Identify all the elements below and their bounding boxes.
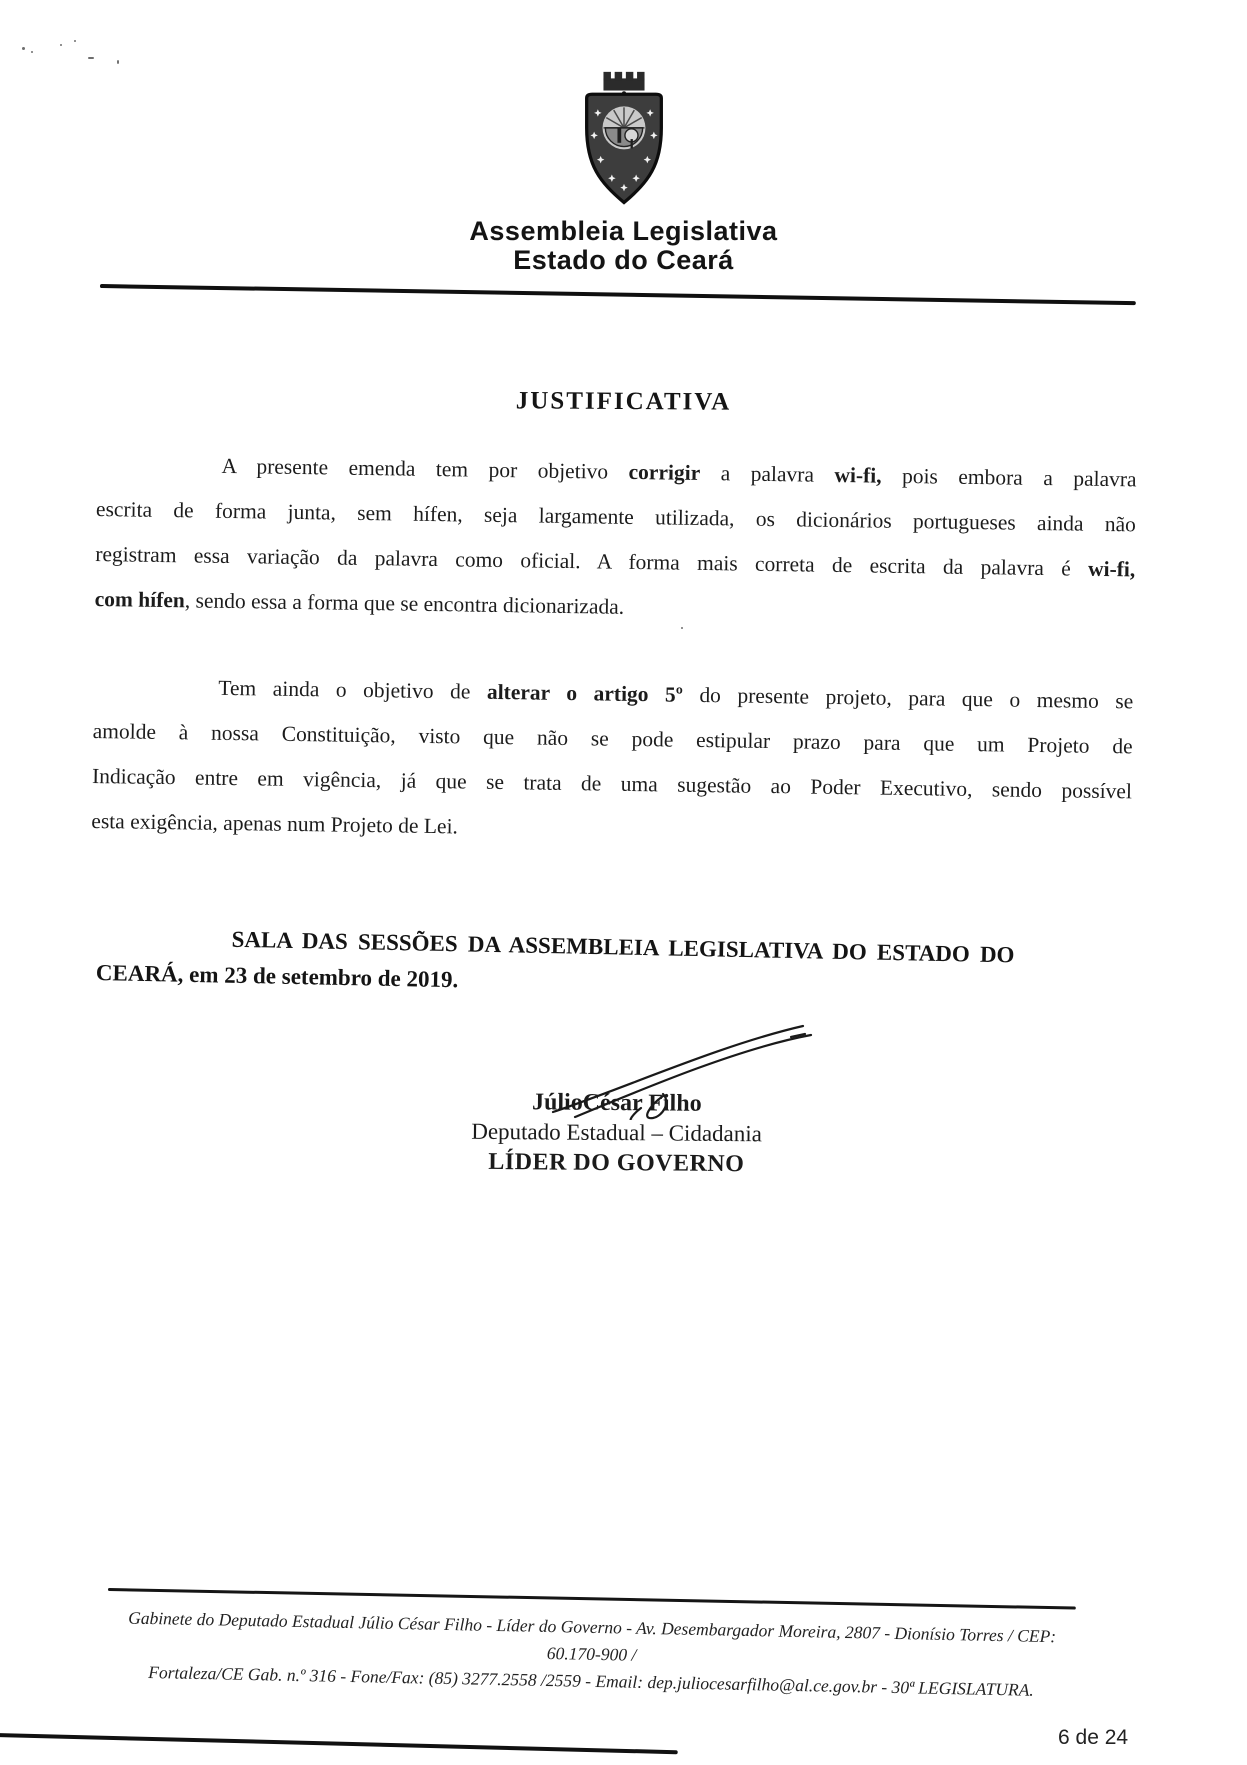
signature-block xyxy=(381,1086,852,1181)
scan-speck xyxy=(88,57,94,59)
text-line: SALA DAS SESSÕES DA ASSEMBLEIA LEGISLATIVA DO ESTADO DO xyxy=(231,926,1015,968)
text-line: com hífen, sendo essa a forma que se encontra dicionarizada. xyxy=(94,586,625,619)
footer-line: Gabinete do Deputado Estadual Júlio César Filho - Líder do Governo - Av. Desembargador Moreira, 2807 - Dionísio Torres / CEP: 60.170-900 / xyxy=(127,1607,1057,1665)
paragraph xyxy=(94,442,1137,637)
text-line: esta exigência, apenas num Projeto de Lei. xyxy=(91,808,459,839)
signatory-name: JúlioCésar Filho xyxy=(531,1089,702,1117)
body-paragraphs xyxy=(91,442,1137,859)
scan-speck xyxy=(74,40,76,42)
footer-address xyxy=(98,1604,1084,1705)
text-line: Indicação entre em vigência, já que se trata de uma sugestão ao Poder Executivo, sendo possível xyxy=(91,763,1133,804)
signatory-position: LÍDER DO GOVERNO xyxy=(488,1148,745,1178)
document-header xyxy=(0,70,1247,275)
org-subtitle: Estado do Ceará xyxy=(513,245,734,275)
scan-speck xyxy=(31,51,33,53)
footer-line: Fortaleza/CE Gab. n.º 316 - Fone/Fax: (85) 3277.2558 /2559 - Email: dep.juliocesarfilho@al.ce.gov.br - 30ª LEGISLATURA. xyxy=(148,1661,1035,1700)
org-name: Assembleia Legislativa xyxy=(469,216,778,246)
text-line: A presente emenda tem por objetivo corrigir a palavra wi-fi, pois embora a palavra xyxy=(221,453,1137,492)
signatory-role: Deputado Estadual – Cidadania xyxy=(471,1118,763,1147)
header-divider xyxy=(100,284,1136,305)
document-title: JUSTIFICATIVA xyxy=(515,387,732,416)
page-number: 6 de 24 xyxy=(1058,1726,1129,1749)
text-line: Tem ainda o objetivo de alterar o artigo 5º do presente projeto, para que o mesmo se xyxy=(218,675,1134,714)
text-line: amolde à nossa Constituição, visto que não se pode estipular prazo para que um Projeto de xyxy=(92,718,1133,759)
ceara-coat-of-arms-icon xyxy=(574,70,674,210)
text-line: escrita de forma junta, sem hífen, seja largamente utilizada, os dicionários portugueses ainda não xyxy=(95,496,1137,537)
text-line: CEARÁ, em 23 de setembro de 2019. xyxy=(95,959,459,993)
scan-edge-artifact xyxy=(0,1733,678,1754)
scan-speck xyxy=(60,44,62,46)
paragraph xyxy=(91,664,1134,859)
scan-speck xyxy=(22,47,25,50)
scan-speck xyxy=(117,60,119,64)
closing-paragraph xyxy=(96,919,1015,1009)
text-line: registram essa variação da palavra como oficial. A forma mais correta de escrita da palavra é wi-fi, xyxy=(95,541,1136,582)
